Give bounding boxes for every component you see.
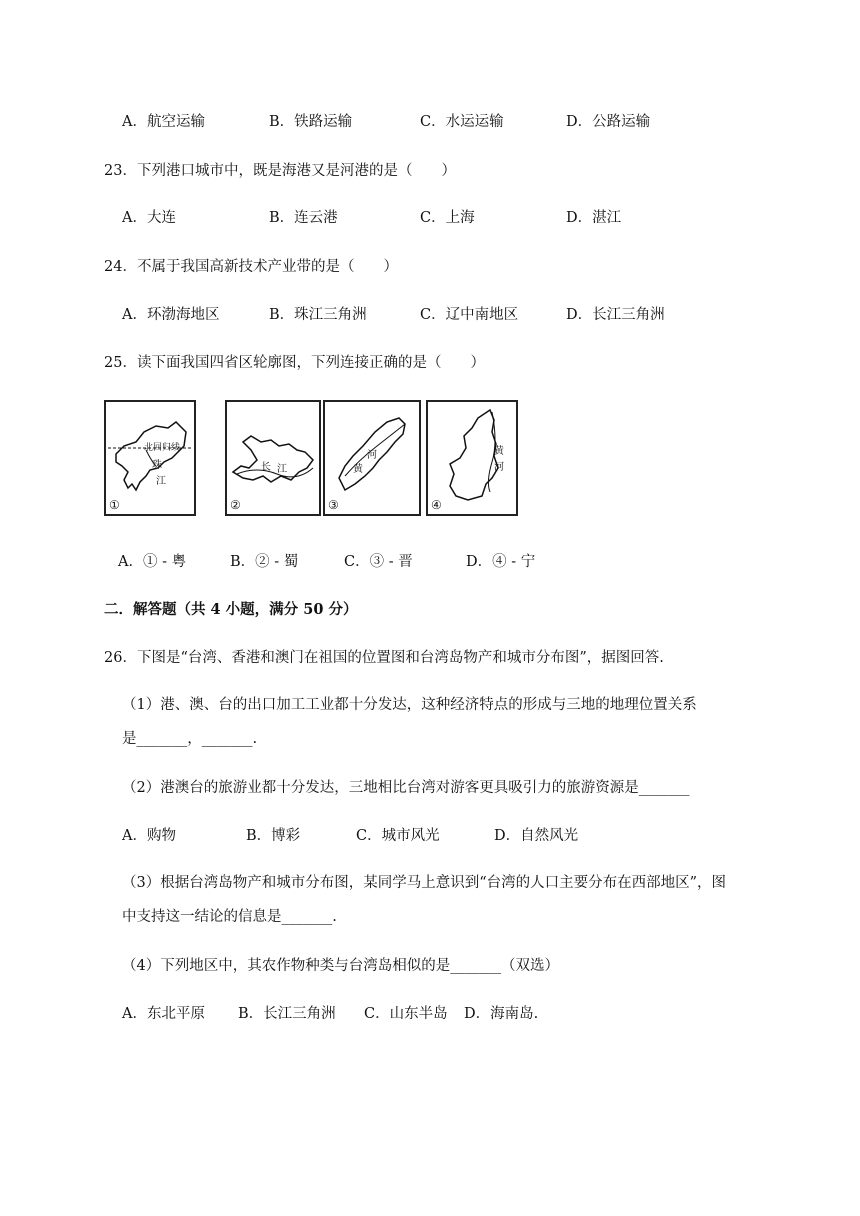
q25-option-a: A．① - 粤 — [118, 554, 187, 570]
map-4-label-huang: 黄 — [494, 446, 504, 457]
map-1-label-tropic: 北回归线 — [144, 443, 181, 453]
province-outline-maps — [104, 400, 518, 520]
q24-option-a: A．环渤海地区 — [122, 307, 220, 323]
section-2-title: 二．解答题（共 4 小题，满分 50 分） — [104, 601, 358, 618]
map-2-number: ② — [230, 498, 241, 512]
q22-option-b: B．铁路运输 — [269, 114, 353, 130]
map-4-shanxi — [426, 400, 518, 516]
q26-stem: 26．下图是“台湾、香港和澳门在祖国的位置图和台湾岛物产和城市分布图”，据图回答. — [104, 650, 664, 666]
q23-stem: 23．下列港口城市中，既是海港又是河港的是（ ） — [104, 163, 456, 179]
map-1-label-jiang: 江 — [156, 476, 166, 487]
q24-option-c: C．辽中南地区 — [420, 307, 519, 323]
q22-option-d: D．公路运输 — [566, 114, 651, 130]
q26-part4-option-d: D．海南岛. — [464, 1006, 539, 1022]
q23-option-a: A．大连 — [122, 210, 176, 226]
q26-part4: （4）下列地区中，其农作物种类与台湾岛相似的是_______（双选） — [122, 958, 559, 974]
map-3-shandong — [323, 400, 421, 516]
map-1-label-zhu: 珠 — [152, 460, 162, 471]
q26-part1-line2: 是_______，_______. — [122, 731, 258, 747]
q22-option-a: A．航空运输 — [122, 114, 205, 130]
map-3-number: ③ — [328, 498, 339, 512]
q26-part3-line2: 中支持这一结论的信息是_______. — [122, 909, 337, 925]
map-1-number: ① — [109, 498, 120, 512]
map-4-number: ④ — [431, 498, 442, 512]
map-2-hubei — [225, 400, 321, 516]
q26-part1-line1: （1）港、澳、台的出口加工工业都十分发达，这种经济特点的形成与三地的地理位置关系 — [122, 697, 697, 713]
q26-part2-option-a: A．购物 — [122, 828, 176, 844]
map-2-label-chang: 长 — [261, 462, 271, 473]
q26-part2-option-c: C．城市风光 — [356, 828, 440, 844]
q25-option-c: C．③ - 晋 — [344, 554, 413, 570]
map-4-label-he: 河 — [494, 462, 504, 473]
map-3-label-he: 河 — [367, 450, 377, 461]
q25-stem: 25．读下面我国四省区轮廓图，下列连接正确的是（ ） — [104, 355, 485, 371]
map-2-outline — [227, 402, 319, 514]
q26-part4-option-b: B．长江三角洲 — [238, 1006, 336, 1022]
q26-part2-option-d: D．自然风光 — [494, 828, 579, 844]
q23-option-b: B．连云港 — [269, 210, 338, 226]
map-1-guangdong — [104, 400, 196, 516]
q23-option-c: C．上海 — [420, 210, 475, 226]
q24-option-d: D．长江三角洲 — [566, 307, 665, 323]
q26-part4-option-c: C．山东半岛 — [364, 1006, 448, 1022]
map-2-label-jiang: 江 — [277, 464, 287, 475]
q25-option-b: B．② - 蜀 — [230, 554, 299, 570]
q24-option-b: B．珠江三角洲 — [269, 307, 367, 323]
q26-part4-option-a: A．东北平原 — [122, 1006, 205, 1022]
q22-option-c: C．水运运输 — [420, 114, 504, 130]
map-3-label-huang: 黄 — [353, 464, 363, 475]
q23-option-d: D．湛江 — [566, 210, 622, 226]
q24-stem: 24．不属于我国高新技术产业带的是（ ） — [104, 259, 398, 275]
q26-part2: （2）港澳台的旅游业都十分发达，三地相比台湾对游客更具吸引力的旅游资源是_______ — [122, 780, 690, 796]
q26-part2-option-b: B．博彩 — [246, 828, 301, 844]
q26-part3-line1: （3）根据台湾岛物产和城市分布图，某同学马上意识到“台湾的人口主要分布在西部地区”，图 — [122, 875, 727, 891]
q25-option-d: D．④ - 宁 — [466, 554, 536, 570]
